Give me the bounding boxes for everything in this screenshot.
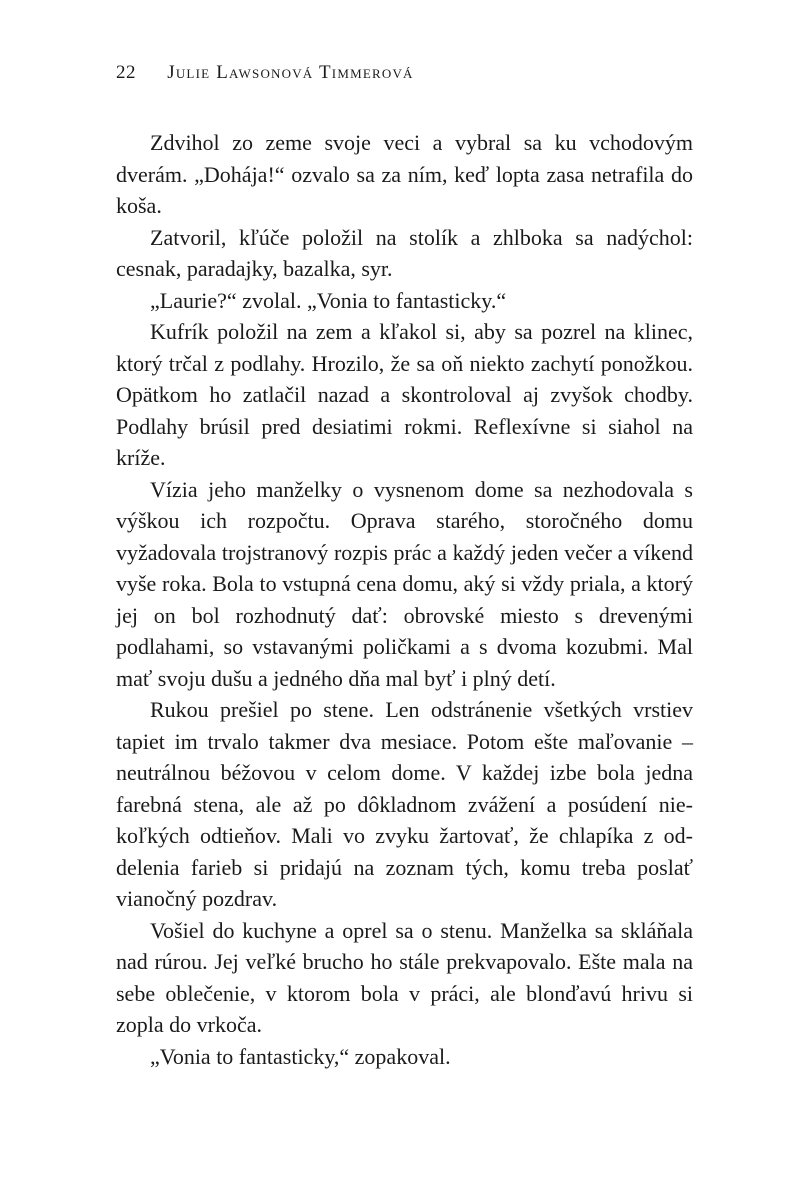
body-text bbox=[116, 127, 693, 1072]
paragraph: Zatvoril, kľúče položil na stolík a zhlboka sa nadýchol: cesnak, paradajky, bazalka, syr. bbox=[116, 224, 693, 281]
paragraph: „Vonia to fantasticky,“ zopakoval. bbox=[150, 1043, 451, 1069]
page-number: 22 bbox=[116, 62, 136, 83]
paragraph: Vízia jeho manželky o vysnenom dome sa nezhodovala s výškou ich rozpočtu. Oprava starého, storočného domu vyžadovala trojstranový rozpis prác a každý jeden večer a víkend vyše roka. Bola to vstupná cena domu, aký si vždy priala, a ktorý jej on bol rozhodnutý dať: obrovské miesto s drevenými podlahami, so vstavanými poličkami a s dvoma kozubmi. Mal mať svoju dušu a jedného dňa mal byť i plný detí. bbox=[116, 476, 693, 691]
paragraph: „Laurie?“ zvolal. „Vonia to fantasticky.“ bbox=[150, 287, 507, 313]
paragraph: Rukou prešiel po stene. Len odstránenie všetkých vrstiev tapiet im trvalo takmer dva mesiace. Potom ešte maľovanie – neutrálnou béžovou v celom dome. V každej izbe bola jedna farebná stena, ale až po dôkladnom zvážení a posúdení niekoľkých odtieňov. Mali vo zvyku žartovať, že chlapíka z oddelenia farieb si pridajú na zoznam tých, komu treba poslať vianočný pozdrav. bbox=[116, 697, 693, 911]
paragraph: Kufrík položil na zem a kľakol si, aby sa pozrel na klinec, ktorý trčal z podlahy. Hrozilo, že sa oň niekto zachytí ponožkou. Opätkom ho zatlačil nazad a skontroloval aj zvyšok chodby. Podlahy brúsil pred desiatimi rokmi. Reflexívne si siahol na kríže. bbox=[116, 319, 693, 470]
paragraph: Zdvihol zo zeme svoje veci a vybral sa ku vchodovým dverám. „Dohája!“ ozvalo sa za ním, keď lopta zasa netrafila do koša. bbox=[116, 130, 693, 218]
running-title-author: Julie Lawsonová Timmerová bbox=[167, 62, 414, 83]
paragraph: Vošiel do kuchyne a oprel sa o stenu. Manželka sa skláňala nad rúrou. Jej veľké brucho ho stále prekvapovalo. Ešte mala na sebe oblečenie, v ktorom bola v práci, ale blonďavú hrivu si zopla do vrkoča. bbox=[116, 917, 693, 1037]
running-head bbox=[116, 62, 677, 84]
